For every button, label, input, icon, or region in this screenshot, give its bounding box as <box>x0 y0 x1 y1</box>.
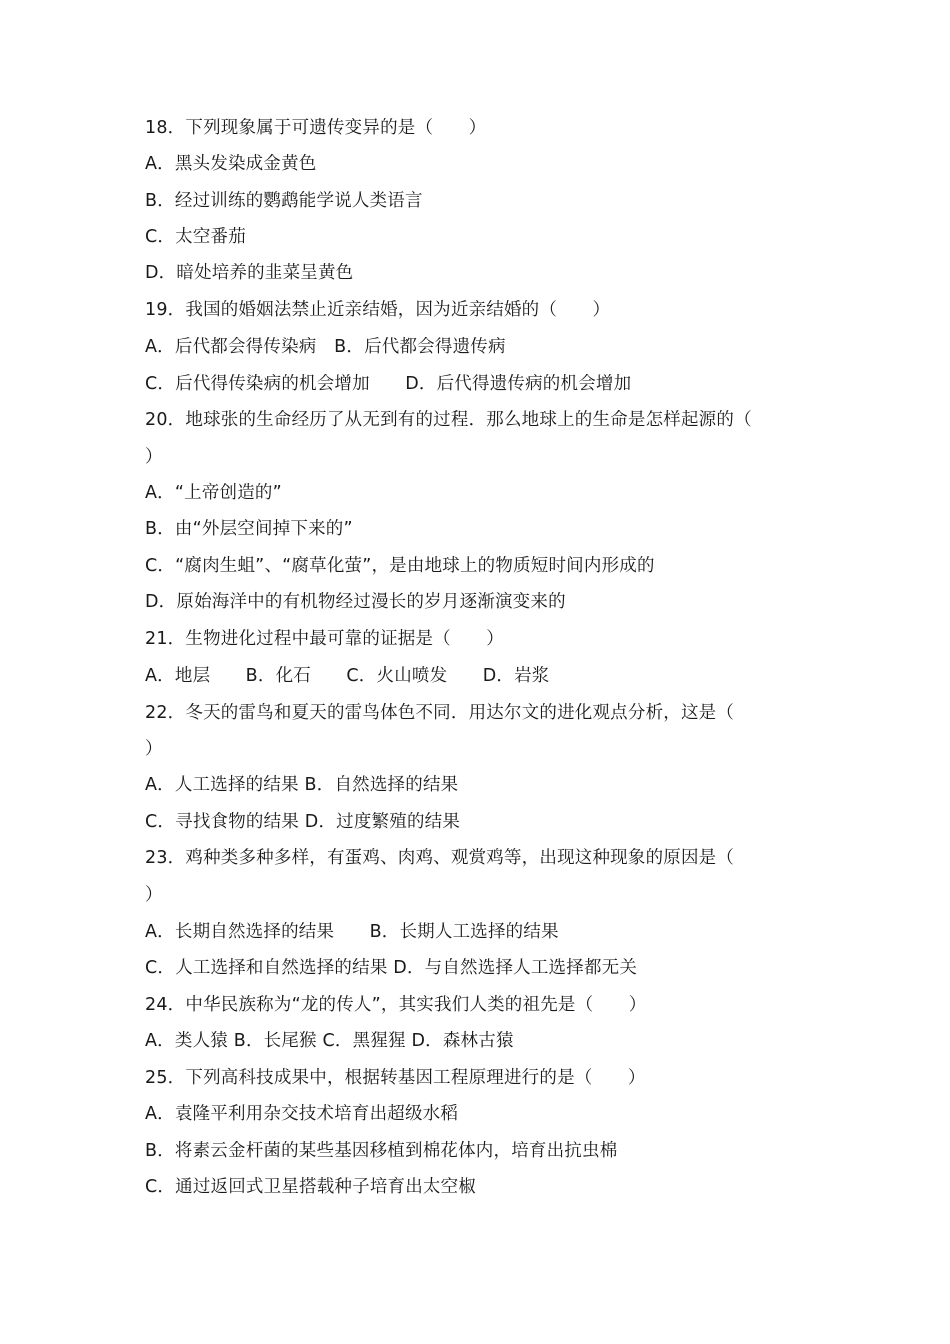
question-18-option-b: B．经过训练的鹦鹉能学说人类语言 <box>145 191 423 211</box>
question-20-stem-continued: ） <box>145 447 163 467</box>
question-23-stem: 23．鸡种类多种多样，有蛋鸡、肉鸡、观赏鸡等，出现这种现象的原因是（ <box>145 848 735 868</box>
question-25-option-a: A．袁隆平利用杂交技术培育出超级水稻 <box>145 1104 459 1124</box>
question-21-stem: 21．生物进化过程中最可靠的证据是（ ） <box>145 629 504 649</box>
question-23-stem-continued: ） <box>145 885 163 905</box>
question-25-stem: 25．下列高科技成果中，根据转基因工程原理进行的是（ ） <box>145 1068 646 1088</box>
question-25-option-c: C．通过返回式卫星搭载种子培育出太空椒 <box>145 1177 477 1197</box>
question-19-options-ab: A．后代都会得传染病 B．后代都会得遗传病 <box>145 337 506 357</box>
question-24-stem: 24．中华民族称为“龙的传人”，其实我们人类的祖先是（ ） <box>145 995 647 1015</box>
question-20-stem: 20．地球张的生命经历了从无到有的过程．那么地球上的生命是怎样起源的（ <box>145 410 752 430</box>
question-22-stem: 22．冬天的雷鸟和夏天的雷鸟体色不同．用达尔文的进化观点分析，这是（ <box>145 703 735 723</box>
question-18-option-a: A．黑头发染成金黄色 <box>145 154 317 174</box>
question-22-stem-continued: ） <box>145 739 163 759</box>
question-21-options: A．地层 B．化石 C．火山喷发 D．岩浆 <box>145 666 550 686</box>
question-20-option-c: C．“腐肉生蛆”、“腐草化萤”，是由地球上的物质短时间内形成的 <box>145 556 655 576</box>
question-18-option-d: D．暗处培养的韭菜呈黄色 <box>145 263 354 283</box>
question-22-options-ab: A．人工选择的结果 B．自然选择的结果 <box>145 775 459 795</box>
question-20-option-b: B．由“外层空间掉下来的” <box>145 519 353 539</box>
question-24-options: A．类人猿 B．长尾猴 C．黑猩猩 D．森林古猿 <box>145 1031 514 1051</box>
question-23-options-cd: C．人工选择和自然选择的结果 D．与自然选择人工选择都无关 <box>145 958 638 978</box>
question-25-option-b: B．将素云金杆菌的某些基因移植到棉花体内，培育出抗虫棉 <box>145 1141 618 1161</box>
question-20-option-a: A．“上帝创造的” <box>145 483 282 503</box>
question-18-option-c: C．太空番茄 <box>145 227 246 247</box>
question-23-options-ab: A．长期自然选择的结果 B．长期人工选择的结果 <box>145 922 559 942</box>
question-22-options-cd: C．寻找食物的结果 D．过度繁殖的结果 <box>145 812 461 832</box>
question-20-option-d: D．原始海洋中的有机物经过漫长的岁月逐渐演变来的 <box>145 592 566 612</box>
question-19-stem: 19．我国的婚姻法禁止近亲结婚，因为近亲结婚的（ ） <box>145 300 611 320</box>
question-19-options-cd: C．后代得传染病的机会增加 D．后代得遗传病的机会增加 <box>145 374 632 394</box>
question-18-stem: 18．下列现象属于可遗传变异的是（ ） <box>145 118 487 138</box>
